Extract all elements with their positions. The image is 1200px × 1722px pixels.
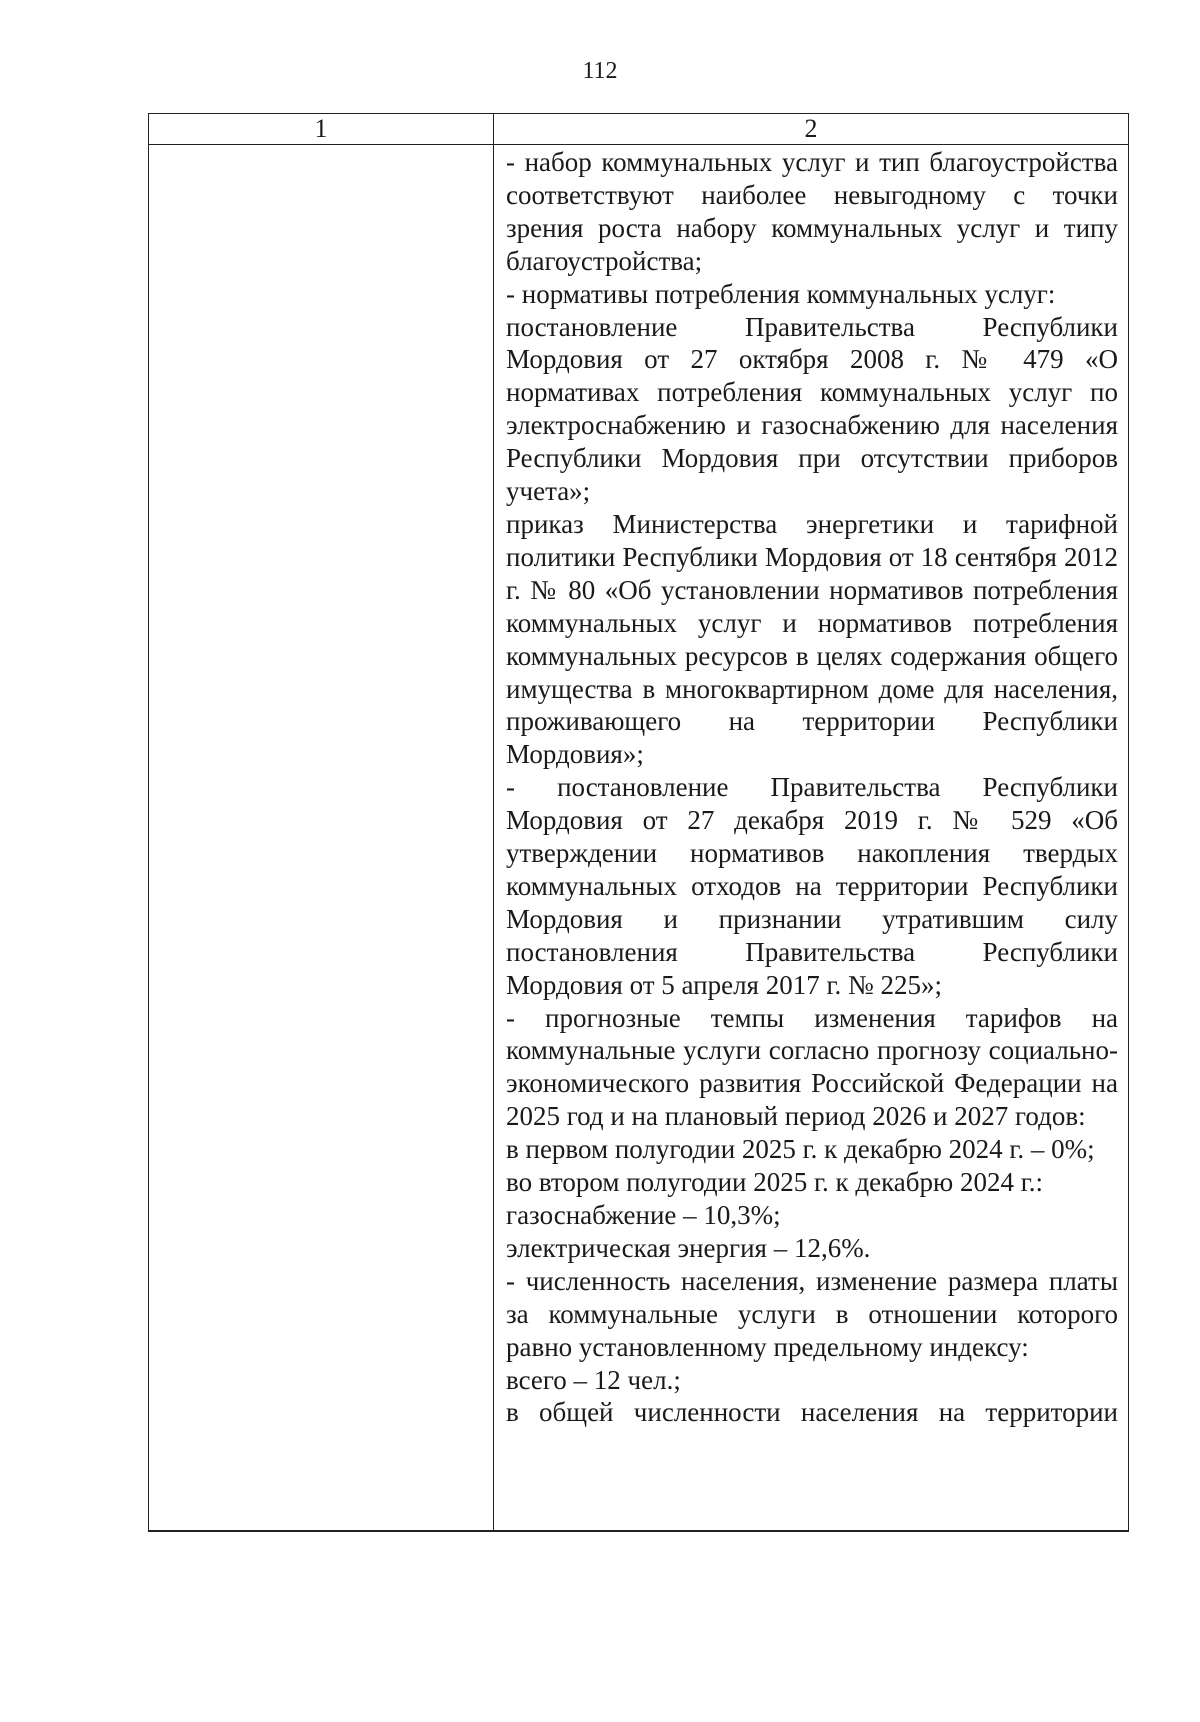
paragraph-continued: в общей численности населения на территории (506, 1397, 1118, 1428)
paragraph-electricity: электрическая энергия – 12,6%. (506, 1232, 871, 1263)
paragraph-second-half: во втором полугодии 2025 г. к декабрю 2024 г.: (506, 1167, 1043, 1198)
paragraph-population: - численность населения, изменение размера платы за коммунальные услуги в отношении которого равно установленному предельному индексу: (506, 1265, 1118, 1362)
column-2-cell (494, 145, 1129, 1532)
paragraph-utility-set: - набор коммунальных услуг и тип благоустройства соответствуют наиболее невыгодному с точки зрения роста набору коммунальных услуг и типу благоустройства; (506, 147, 1118, 276)
table-header-row (149, 114, 1129, 145)
paragraph-resolution-529: - постановление Правительства Республики Мордовия от 27 декабря 2019 г. № 529 «Об утверждении нормативов накопления твердых коммунальных отходов на территории Республики Мордовия и признании утратившим силу постановления Правительства Республики Мордовия от 5 апреля 2017 г. № 225»; (506, 772, 1118, 1000)
document-table (148, 113, 1129, 1532)
column-2-header: 2 (494, 114, 1129, 145)
paragraph-total: всего – 12 чел.; (506, 1364, 681, 1395)
paragraph-first-half: в первом полугодии 2025 г. к декабрю 2024 г. – 0%; (506, 1134, 1095, 1165)
paragraph-gas-supply: газоснабжение – 10,3%; (506, 1200, 781, 1230)
page-number: 112 (582, 58, 618, 84)
paragraph-resolution-479: постановление Правительства Республики Мордовия от 27 октября 2008 г. № 479 «О нормативах потребления коммунальных услуг по электроснабжению и газоснабжению для населения Республики Мордовия при отсутствии приборов учета»; (506, 311, 1118, 507)
column-1-cell (149, 145, 494, 1532)
column-1-header: 1 (149, 114, 494, 145)
paragraph-tariff-forecast: - прогнозные темпы изменения тарифов на коммунальные услуги согласно прогнозу социально-экономического развития Российской Федерации на 2025 год и на плановый период 2026 и 2027 годов: (506, 1002, 1118, 1132)
paragraph-order-80: приказ Министерства энергетики и тарифной политики Республики Мордовия от 18 сентября 2012 г. № 80 «Об установлении нормативов потребления коммунальных услуг и нормативов потребления коммунальных ресурсов в целях содержания общего имущества в многоквартирном доме для населения, проживающего на территории Республики Мордовия»; (506, 508, 1118, 770)
table-row (149, 145, 1129, 1532)
paragraph-consumption-norms: - нормативы потребления коммунальных услуг: (506, 278, 1056, 309)
